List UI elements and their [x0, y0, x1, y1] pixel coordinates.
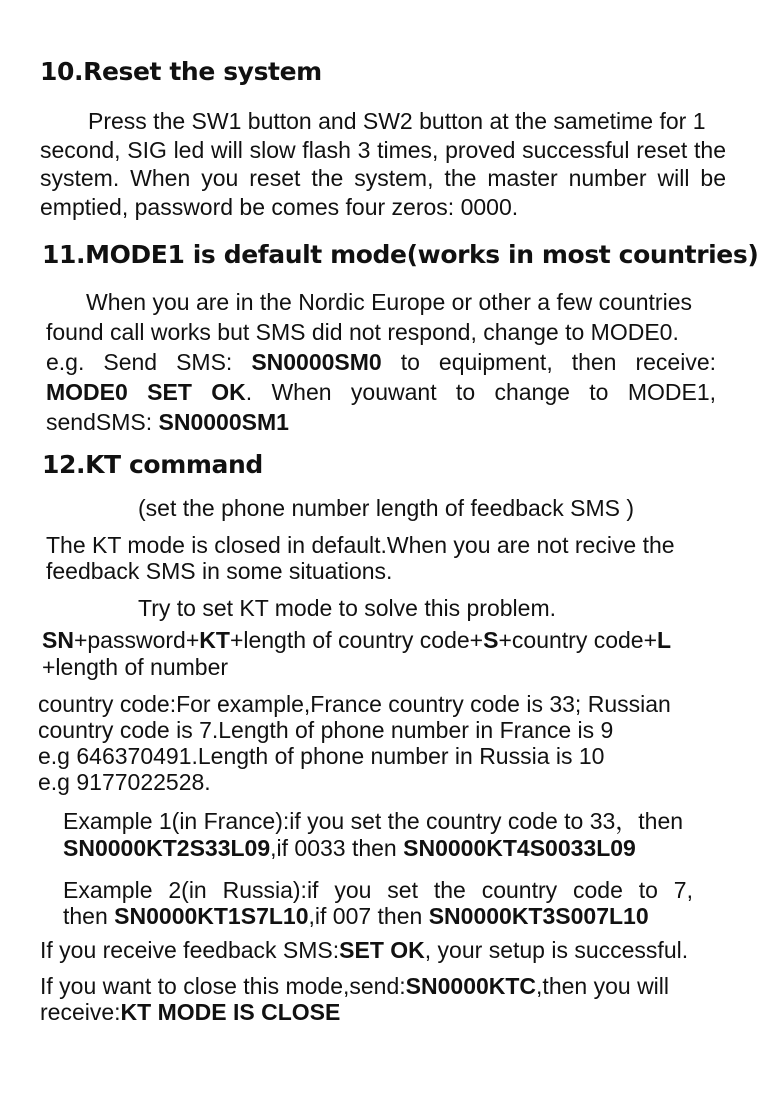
s10-line-3: system. When you reset the system, the master number will be — [40, 165, 726, 191]
sms-code-sm1: SN0000SM1 — [158, 409, 289, 435]
section-10-heading: 10.Reset the system — [40, 57, 322, 86]
s10-line-4: emptied, password be comes four zeros: 0000. — [40, 194, 519, 220]
s11-line-1: When you are in the Nordic Europe or other a few countries — [86, 289, 692, 315]
example-1-line-1: Example 1(in France):if you set the country code to 33，then — [63, 808, 684, 834]
country-code-line-1: country code:For example,France country code is 33; Russian — [38, 691, 671, 717]
close-mode-line-2: receive:KT MODE IS CLOSE — [40, 999, 341, 1025]
s11-line-2: found call works but SMS did not respond, change to MODE0. — [46, 319, 679, 345]
example-1-line-2: SN0000KT2S33L09,if 0033 then SN0000KT4S0033L09 — [63, 835, 636, 861]
feedback-success-line: If you receive feedback SMS:SET OK, your setup is successful. — [40, 937, 689, 963]
kt-format-line-2: +length of number — [42, 654, 229, 680]
sms-code-sm0: SN0000SM0 — [251, 349, 382, 375]
s12-p2: Try to set KT mode to solve this problem. — [138, 595, 556, 621]
s12-subtitle: (set the phone number length of feedback SMS ) — [138, 495, 635, 521]
country-code-line-4: e.g 9177022528. — [38, 769, 211, 795]
example-2-line-2: then SN0000KT1S7L10,if 007 then SN0000KT3S007L10 — [63, 903, 649, 929]
close-mode-line-1: If you want to close this mode,send:SN0000KTC,then you will — [40, 973, 670, 999]
s10-line-2: second, SIG led will slow flash 3 times, proved successful reset the — [40, 137, 726, 163]
s12-p1-line-1: The KT mode is closed in default.When you are not recive the — [46, 532, 675, 558]
section-11-heading: 11.MODE1 is default mode(works in most countries) — [42, 240, 759, 269]
country-code-line-2: country code is 7.Length of phone number in France is 9 — [38, 717, 614, 743]
s11-line-3: e.g. Send SMS: SN0000SM0 to equipment, then receive: — [46, 349, 717, 375]
section-12-heading: 12.KT command — [42, 450, 263, 479]
kt-format-line-1: SN+password+KT+length of country code+S+country code+L — [42, 627, 672, 653]
country-code-line-3: e.g 646370491.Length of phone number in Russia is 10 — [38, 743, 605, 769]
s11-line-5: sendSMS: SN0000SM1 — [46, 409, 289, 435]
s11-line-4: MODE0 SET OK. When youwant to change to MODE1, — [46, 379, 716, 405]
mode0-set-ok: MODE0 SET OK — [46, 379, 246, 405]
s10-line-1: Press the SW1 button and SW2 button at the sametime for 1 — [88, 108, 706, 134]
example-2-line-1: Example 2(in Russia):if you set the country code to 7, — [63, 877, 693, 903]
s12-p1-line-2: feedback SMS in some situations. — [46, 558, 393, 584]
